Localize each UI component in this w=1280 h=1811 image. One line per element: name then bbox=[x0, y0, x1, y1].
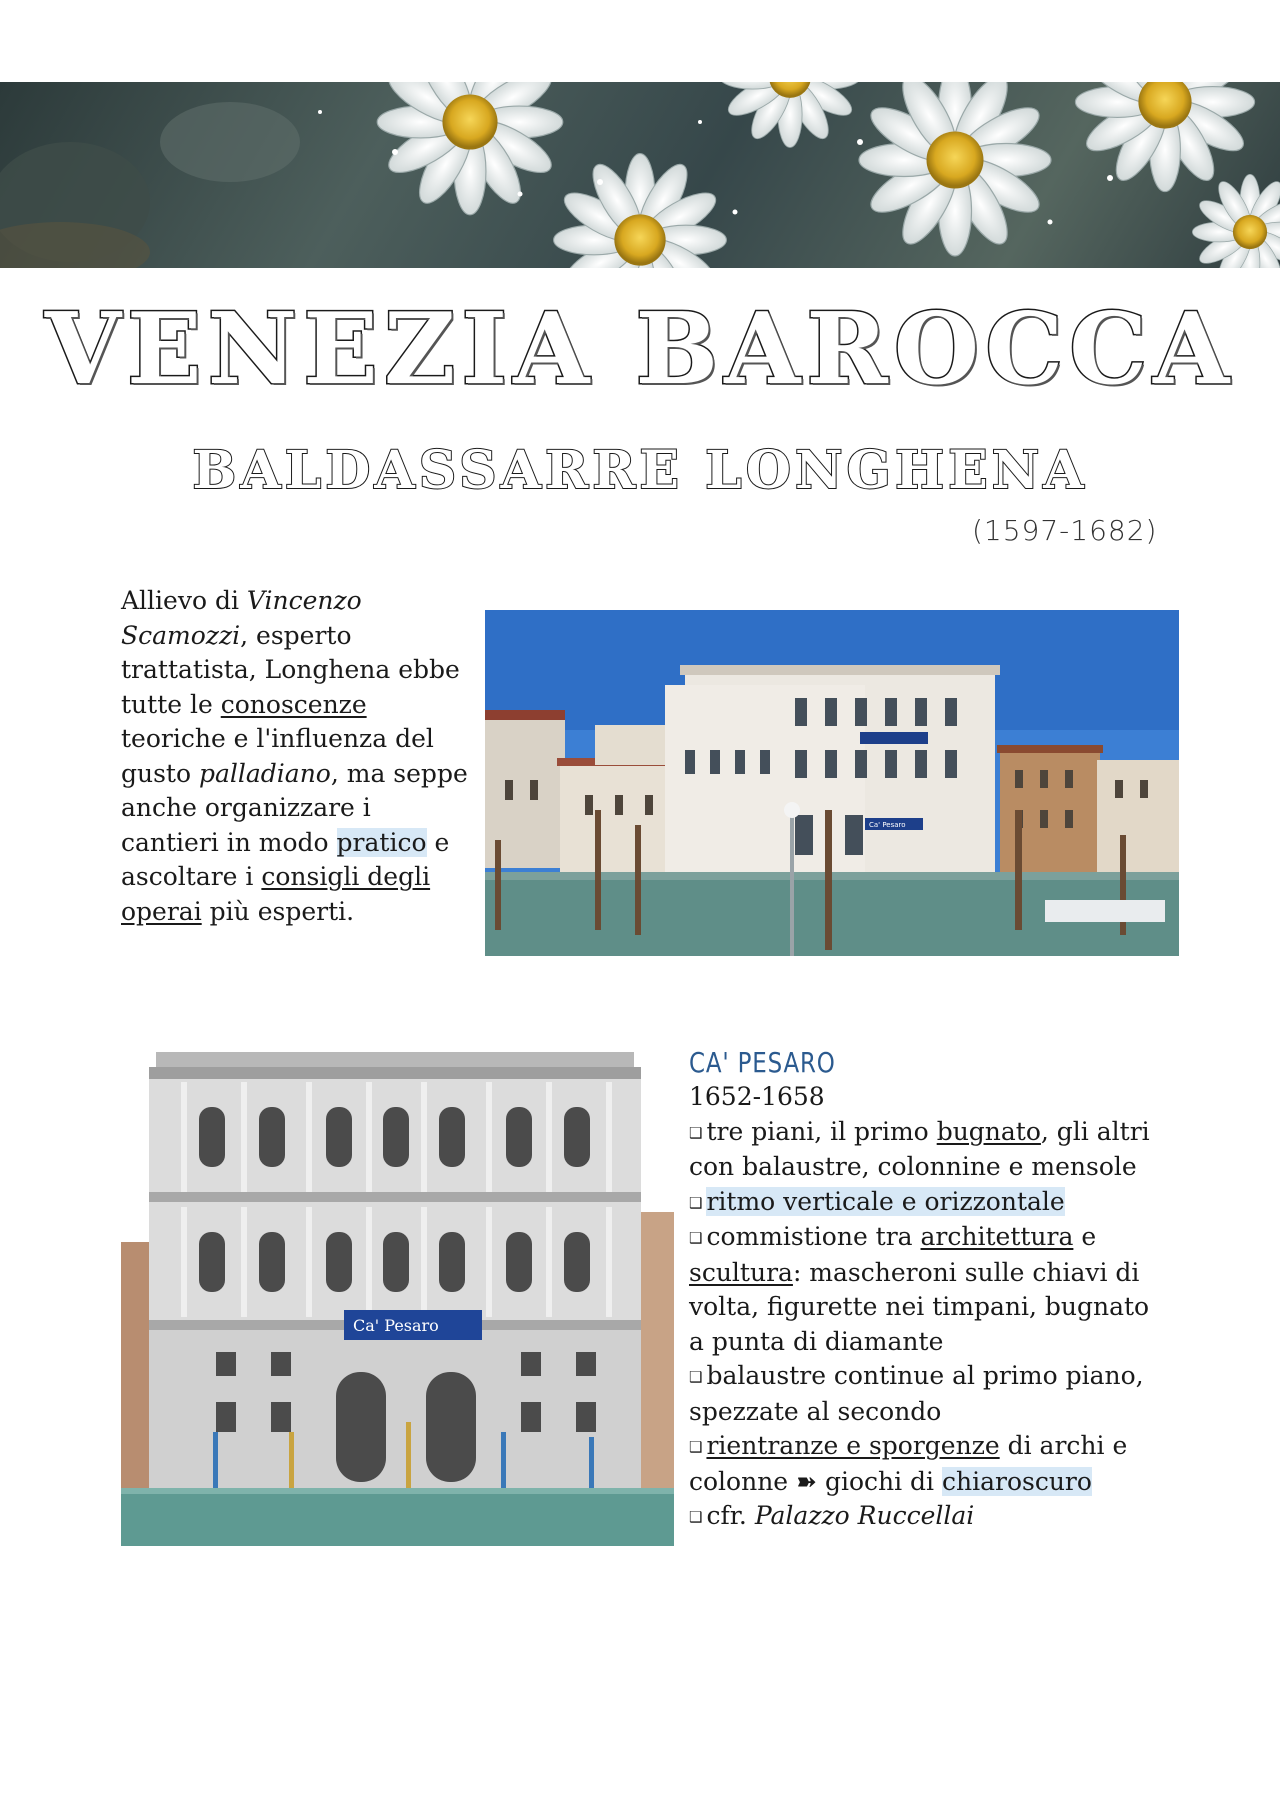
daisy-banner-image bbox=[0, 82, 1280, 268]
checkbox-bullet-icon: ❑ bbox=[689, 1368, 703, 1386]
page-subtitle: BALDASSARRE LONGHENA bbox=[192, 440, 1088, 501]
intro-paragraph: Allievo di Vincenzo Scamozzi, esperto trattatista, Longhena ebbe tutte le conoscenze teoriche e l'influenza del gusto palladiano, ma seppe anche organizzare i cantieri in modo pratico e ascoltare i consigli degli operai più esperti. bbox=[121, 586, 468, 926]
list-item: ❑ commistione tra architettura e scultura: mascheroni sulle chiavi di volta, figurette nei timpani, bugnato a punta di diamante bbox=[689, 1222, 1150, 1356]
page-title: VENEZIA BAROCCA bbox=[44, 292, 1236, 407]
ca-pesaro-photo bbox=[121, 1052, 674, 1546]
list-item: ❑ rientranze e sporgenze di archi e colonne ➽ giochi di chiaroscuro bbox=[689, 1431, 1128, 1496]
ca-pesaro-description bbox=[689, 1080, 1169, 1535]
checkbox-bullet-icon: ❑ bbox=[689, 1508, 703, 1526]
list-item: ❑ tre piani, il primo bugnato, gli altri con balaustre, colonnine e mensole bbox=[689, 1116, 1150, 1181]
ca-pesaro-title: CA' PESARO bbox=[689, 1046, 836, 1079]
photo2-sign: Ca' Pesaro bbox=[353, 1316, 439, 1335]
list-item: ❑ balaustre continue al primo piano, spezzate al secondo bbox=[689, 1361, 1144, 1426]
list-item: ❑ ritmo verticale e orizzontale bbox=[689, 1186, 1065, 1216]
life-dates: (1597-1682) bbox=[972, 514, 1158, 547]
list-item: ❑ cfr. Palazzo Ruccellai bbox=[689, 1501, 975, 1530]
ca-pesaro-years: 1652-1658 bbox=[689, 1082, 825, 1111]
grand-canal-photo bbox=[485, 610, 1179, 956]
checkbox-bullet-icon: ❑ bbox=[689, 1123, 703, 1142]
arrow-icon: ➽ bbox=[796, 1466, 817, 1496]
checkbox-bullet-icon: ❑ bbox=[689, 1229, 703, 1247]
checkbox-bullet-icon: ❑ bbox=[689, 1438, 703, 1456]
daisy-banner bbox=[0, 82, 1280, 268]
photo1-sign: Ca' Pesaro bbox=[869, 821, 906, 829]
checkbox-bullet-icon: ❑ bbox=[689, 1193, 703, 1212]
